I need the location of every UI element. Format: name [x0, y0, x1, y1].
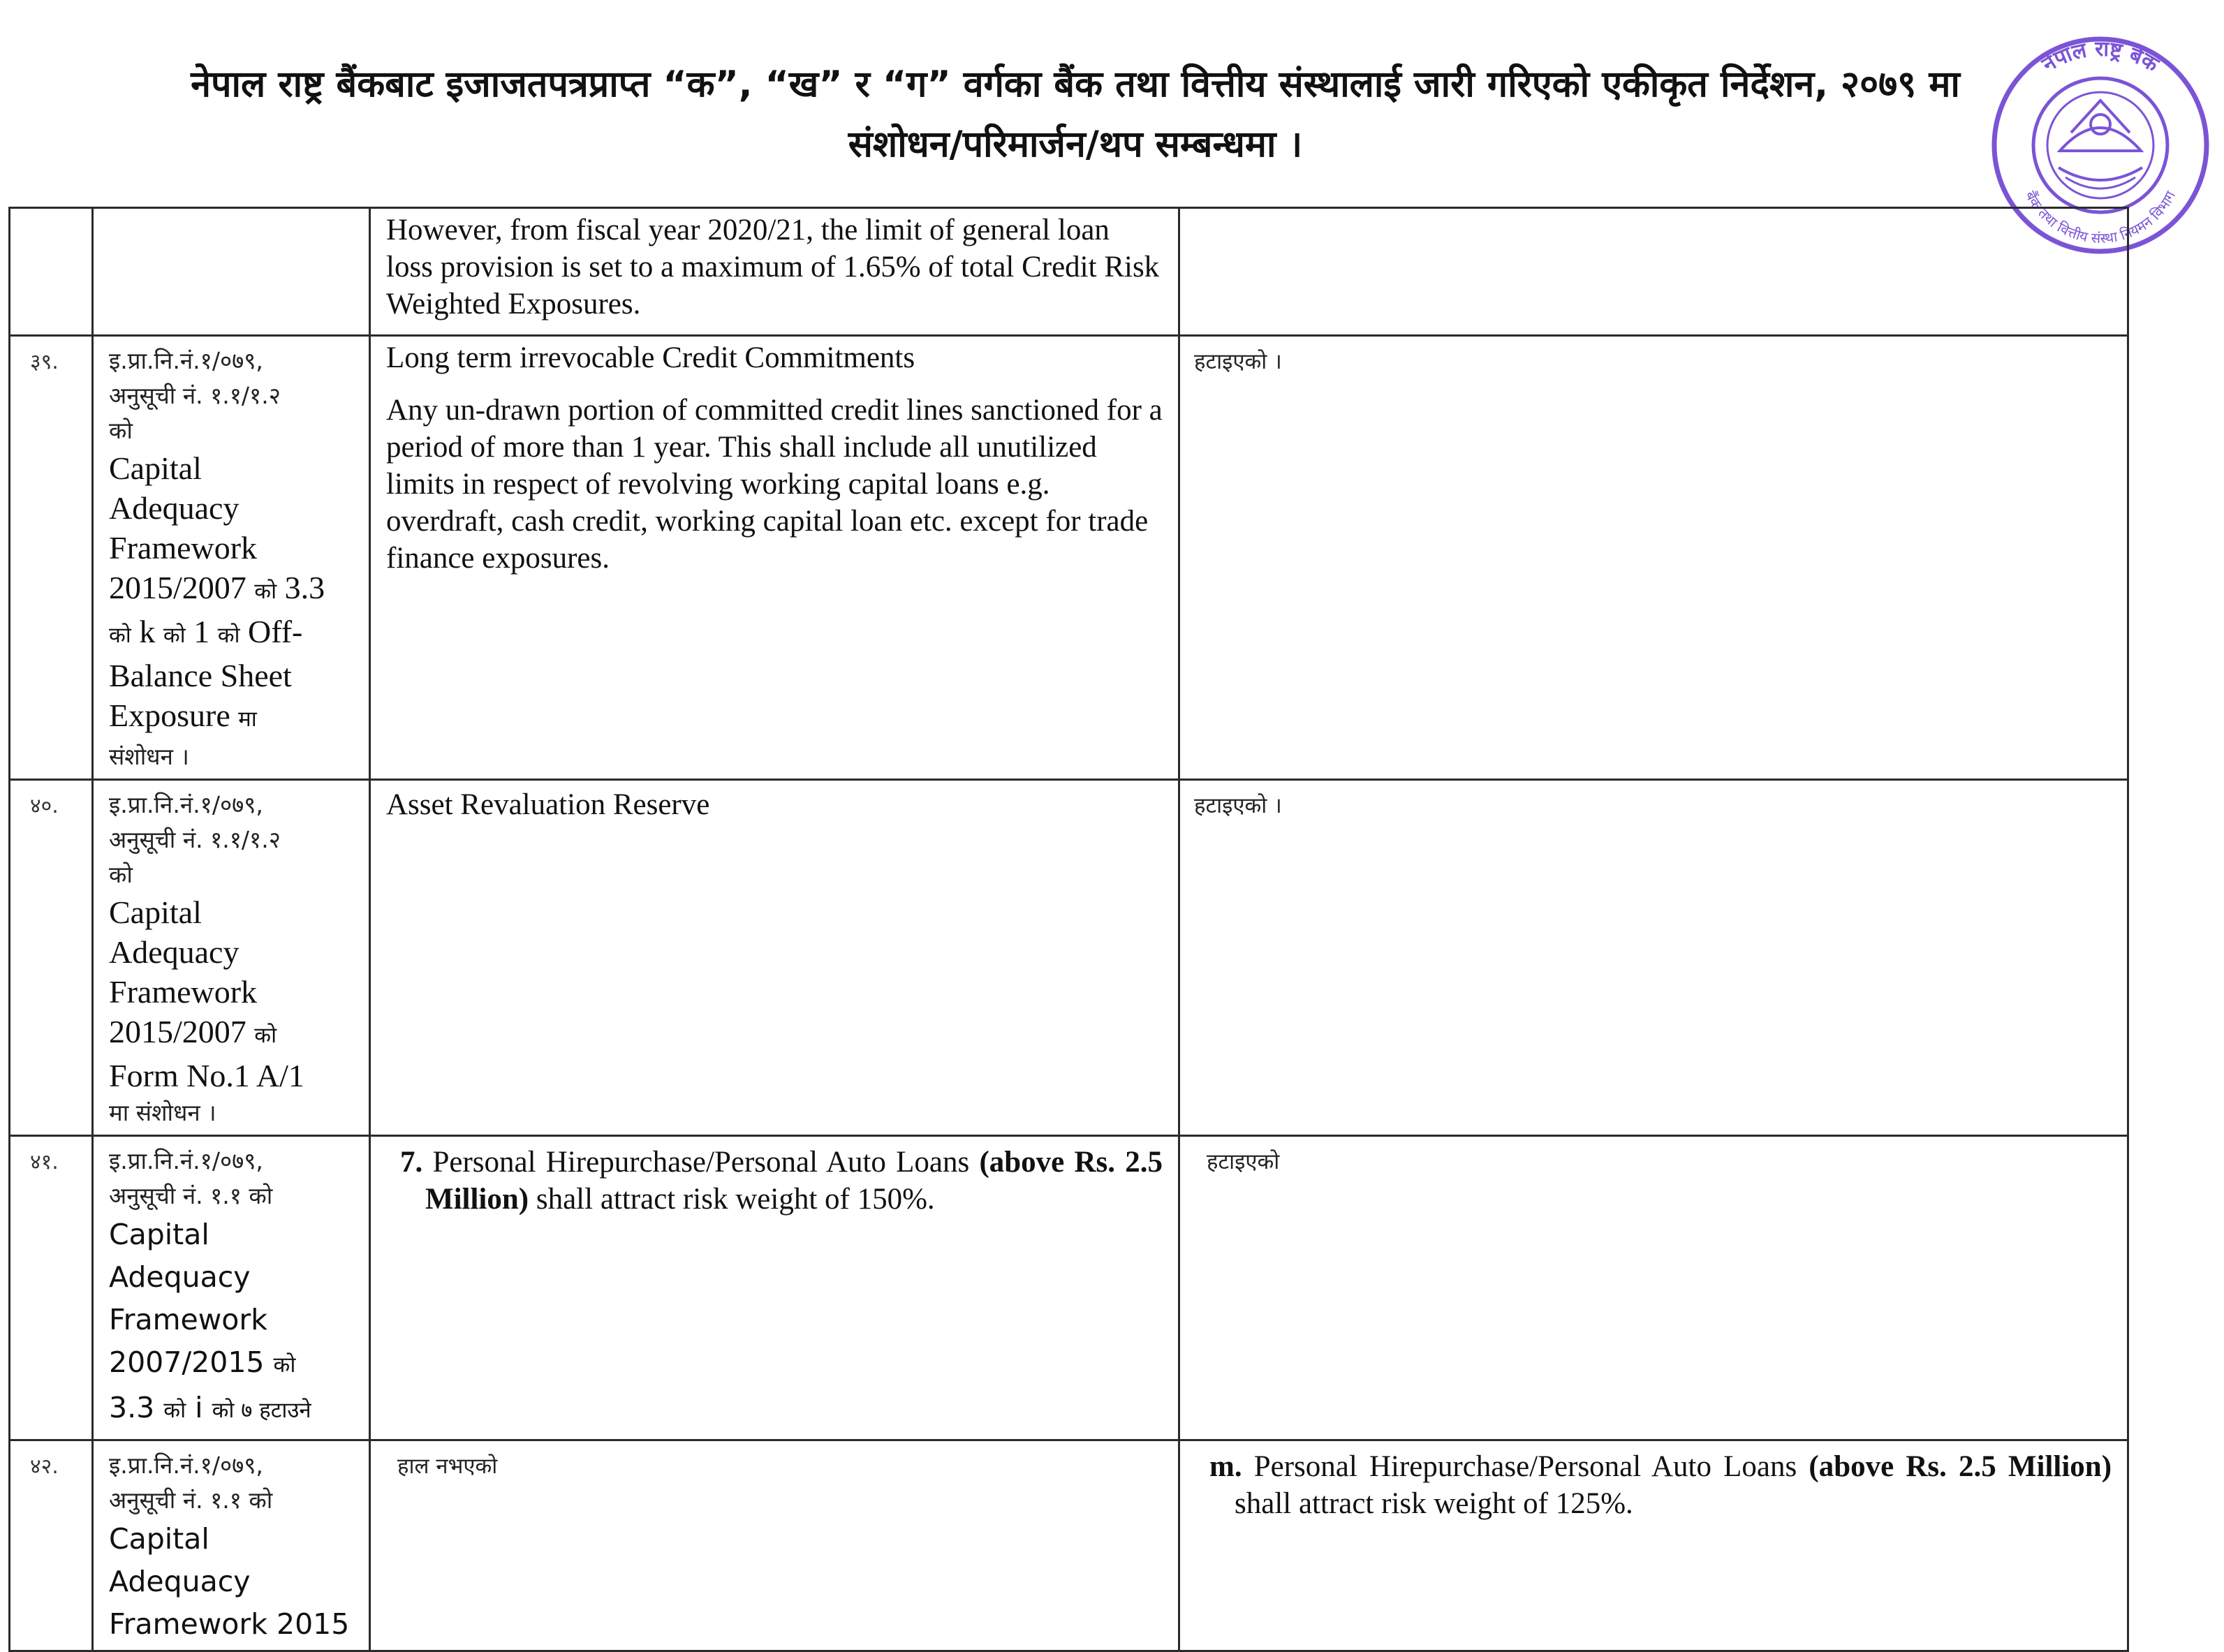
page-title-line-2: संशोधन/परिमार्जन/थप सम्बन्धमा ।: [848, 124, 1303, 165]
page-title: [42, 54, 2109, 175]
existing-provision-item: 7. Personal Hirepurchase/Personal Auto Loans (above Rs. 2.5 Million) shall attract risk weight of 150%.: [400, 1146, 1163, 1216]
serial-cell: [10, 1440, 93, 1651]
serial-cell: [10, 780, 93, 1136]
seal-bottom-text: बैंक तथा वित्तीय संस्था नियमन विभाग: [2022, 188, 2179, 247]
deleted-note: हटाइएको ।: [1194, 349, 1282, 374]
existing-provision-text: However, from fiscal year 2020/21, the limit of general loan loss provision is set to a maximum of 1.65% of total Credit Risk Weighted Exposures.: [386, 214, 1160, 320]
table-row: [10, 780, 2128, 1136]
amended-provision-cell: [1179, 780, 2128, 1136]
serial-cell: [10, 336, 93, 780]
reference-framework-word: Framework: [109, 530, 258, 566]
reference-detail: 2015/2007 को 3.3: [109, 570, 325, 605]
table-row: [10, 208, 2128, 336]
reference-detail: Exposure मा: [109, 698, 257, 733]
table-row: [10, 1440, 2128, 1651]
reference-framework-word: Adequacy: [109, 1260, 251, 1294]
reference-schedule: अनुसूची नं. १.१ को: [109, 1487, 273, 1514]
reference-cell: [93, 208, 370, 336]
reference-cell: [93, 1136, 370, 1440]
reference-framework-word: Adequacy: [109, 490, 240, 526]
reference-detail: 2015/2007 को: [109, 1014, 277, 1049]
reference-framework-word: Capital: [109, 1522, 209, 1556]
reference-detail: 3.3 को i को ७ हटाउने: [109, 1391, 311, 1424]
reference-directive: इ.प्रा.नि.नं.१/०७९,: [109, 347, 263, 374]
serial-number: ४०.: [30, 794, 59, 818]
reference-detail: को k को 1 को Off-: [109, 614, 303, 649]
reference-cell: [93, 780, 370, 1136]
reference-connector: को: [109, 861, 133, 888]
page-title-line-1: नेपाल राष्ट्र बैंकबाट इजाजतपत्रप्राप्त “क”, “ख” र “ग” वर्गका बैंक तथा वित्तीय संस्थालाई जारी गरिएको एकीकृत निर्देशन, २०७९ मा: [191, 64, 1960, 105]
reference-framework-word: Capital: [109, 894, 202, 930]
reference-connector: को: [109, 417, 133, 444]
amended-provision-cell: [1179, 208, 2128, 336]
existing-provision-heading: Asset Revaluation Reserve: [386, 788, 710, 821]
reference-directive: इ.प्रा.नि.नं.१/०७९,: [109, 1147, 263, 1174]
reference-directive: इ.प्रा.नि.नं.१/०७९,: [109, 1452, 263, 1479]
reference-detail: 2007/2015 को: [109, 1345, 296, 1379]
reference-directive: इ.प्रा.नि.नं.१/०७९,: [109, 791, 263, 818]
serial-cell: [10, 1136, 93, 1440]
seal-top-text: नेपाल राष्ट्र बैंक: [2038, 36, 2163, 78]
not-existing-note: हाल नभएको: [397, 1454, 498, 1479]
reference-detail: Form No.1 A/1: [109, 1058, 304, 1093]
reference-cell: [93, 1440, 370, 1651]
amended-provision-cell: [1179, 1136, 2128, 1440]
reference-framework-word: Framework: [109, 974, 258, 1010]
amended-provision-cell: [1179, 1440, 2128, 1651]
reference-framework-word: Capital: [109, 450, 202, 486]
deleted-note: हटाइएको: [1207, 1149, 1280, 1174]
deleted-note: हटाइएको ।: [1194, 793, 1282, 818]
reference-schedule: अनुसूची नं. १.१ को: [109, 1182, 273, 1209]
existing-provision-cell: [370, 780, 1179, 1136]
reference-framework-word: Framework: [109, 1303, 267, 1336]
serial-number: ४२.: [30, 1454, 59, 1479]
existing-provision-cell: [370, 1440, 1179, 1651]
reference-framework-word: Framework 2015: [109, 1607, 350, 1641]
reference-amendment-note: मा संशोधन ।: [109, 1099, 216, 1126]
amended-provision-item: m. Personal Hirepurchase/Personal Auto Loans (above Rs. 2.5 Million) shall attract risk weight of 125%.: [1209, 1450, 2112, 1520]
existing-provision-cell: [370, 336, 1179, 780]
reference-amendment-note: संशोधन ।: [109, 743, 189, 770]
reference-framework-word: Adequacy: [109, 1565, 251, 1598]
table-row: [10, 336, 2128, 780]
existing-provision-heading: Long term irrevocable Credit Commitments: [386, 341, 915, 374]
svg-text:नेपाल राष्ट्र बैंक: [2037, 37, 2163, 78]
reference-detail: Balance Sheet: [109, 658, 292, 693]
table-row: [10, 1136, 2128, 1440]
serial-cell: [10, 208, 93, 336]
directive-table: [8, 207, 2129, 1652]
reference-framework-word: Capital: [109, 1218, 209, 1251]
reference-cell: [93, 336, 370, 780]
amended-provision-cell: [1179, 336, 2128, 780]
reference-schedule: अनुसूची नं. १.१/१.२: [109, 826, 281, 853]
serial-number: ४१.: [30, 1150, 59, 1174]
serial-number: ३९.: [30, 350, 59, 374]
reference-schedule: अनुसूची नं. १.१/१.२: [109, 382, 281, 409]
existing-provision-cell: [370, 1136, 1179, 1440]
existing-provision-text: Any un-drawn portion of committed credit lines sanctioned for a period of more than 1 year. This shall include all unutilized limits in respect of revolving working capital loans e.g. overdraft, cash credit, working capital loan etc. except for trade finance exposures.: [386, 394, 1163, 575]
existing-provision-cell: [370, 208, 1179, 336]
reference-framework-word: Adequacy: [109, 934, 240, 970]
